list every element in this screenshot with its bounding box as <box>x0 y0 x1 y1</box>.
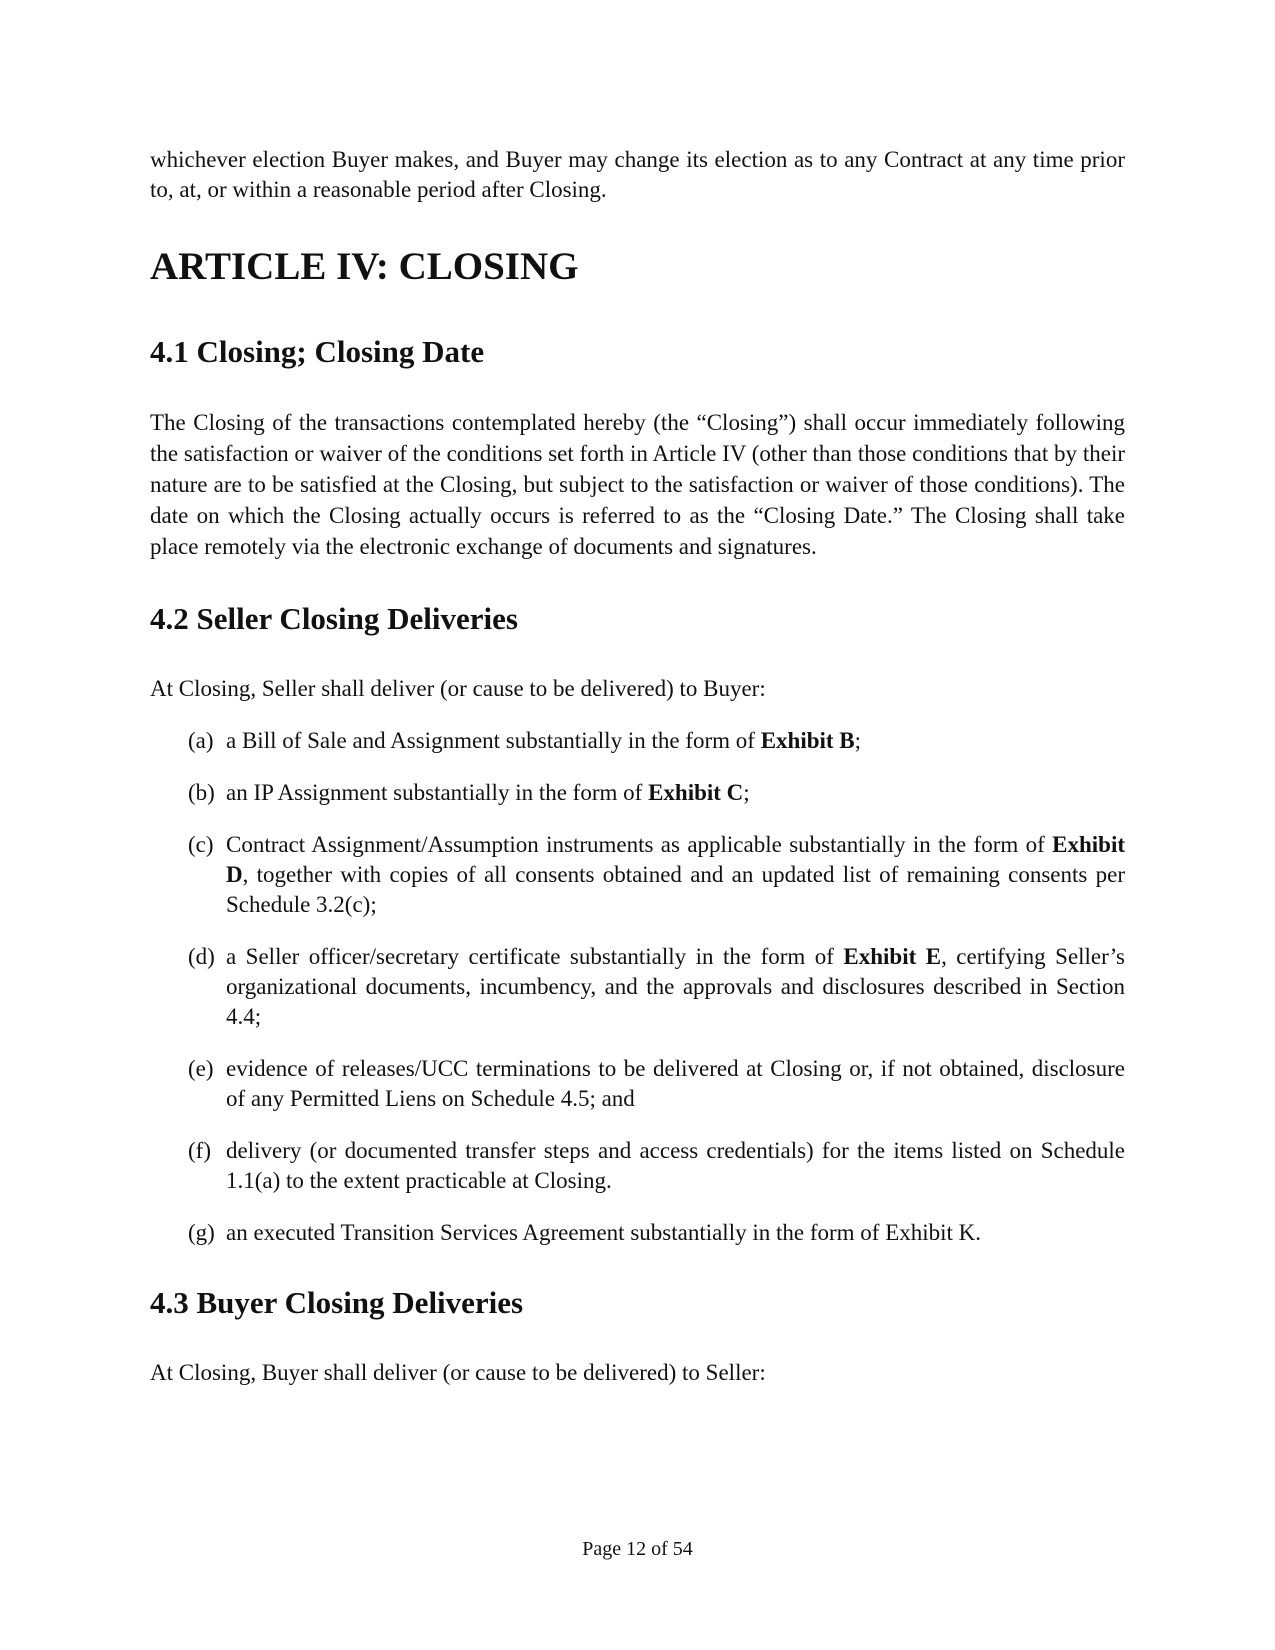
item-text: an executed Transition Services Agreement substantially in the form of Exhibit K. <box>226 1220 982 1245</box>
item-label: (d) <box>188 944 215 969</box>
item-label: (f) <box>188 1138 211 1163</box>
section-4-3-lead: At Closing, Buyer shall deliver (or cause to be delivered) to Seller: <box>150 1360 766 1385</box>
item-text: an IP Assignment substantially in the form of Exhibit C; <box>226 780 750 805</box>
item-label: (b) <box>188 780 215 805</box>
item-label: (e) <box>188 1056 214 1081</box>
exhibit-reference: Exhibit B <box>760 728 855 753</box>
list-item <box>188 942 1125 1032</box>
intro-paragraph: whichever election Buyer makes, and Buyer may change its election as to any Contract at any time prior to, at, or within a reasonable period after Closing. <box>150 147 1125 202</box>
list-item <box>188 1054 1125 1114</box>
section-4-2-heading: 4.2 Seller Closing Deliveries <box>150 601 518 636</box>
list-item <box>188 830 1125 920</box>
item-label: (c) <box>188 832 214 857</box>
item-text: a Bill of Sale and Assignment substantially in the form of Exhibit B; <box>226 728 862 753</box>
exhibit-reference: Exhibit C <box>648 780 744 805</box>
document-page <box>150 145 1125 1388</box>
section-4-2-lead: At Closing, Seller shall deliver (or cause to be delivered) to Buyer: <box>150 676 766 701</box>
section-4-3-heading: 4.3 Buyer Closing Deliveries <box>150 1285 524 1320</box>
item-text: evidence of releases/UCC terminations to be delivered at Closing or, if not obtained, disclosure of any Permitted Liens on Schedule 4.5; and <box>226 1056 1125 1111</box>
item-text: a Seller officer/secretary certificate substantially in the form of Exhibit E, certifying Seller’s organizational documents, incumbency, and the approvals and disclosures described in Section 4.4; <box>226 944 1125 1029</box>
section-4-1-heading: 4.1 Closing; Closing Date <box>150 334 485 369</box>
page-number: Page 12 of 54 <box>582 1538 693 1560</box>
section-4-1-body: The Closing of the transactions contemplated hereby (the “Closing”) shall occur immediately following the satisfaction or waiver of the conditions set forth in Article IV (other than those conditions that by their nature are to be satisfied at the Closing, but subject to the satisfaction or waiver of those conditions). The date on which the Closing actually occurs is referred to as the “Closing Date.” The Closing shall take place remotely via the electronic exchange of documents and signatures. <box>150 410 1125 559</box>
item-label: (a) <box>188 728 214 753</box>
exhibit-reference: Exhibit D <box>226 832 1125 887</box>
item-label: (g) <box>188 1220 215 1245</box>
list-item <box>188 1136 1125 1196</box>
seller-deliveries-list <box>150 726 1125 1248</box>
item-text: Contract Assignment/Assumption instruments as applicable substantially in the form of Exhibit D, together with copies of all consents obtained and an updated list of remaining consents per Schedule 3.2(c); <box>226 832 1125 917</box>
item-text: delivery (or documented transfer steps and access credentials) for the items listed on Schedule 1.1(a) to the extent practicable at Closing. <box>226 1138 1125 1193</box>
exhibit-reference: Exhibit E <box>843 944 942 969</box>
list-item <box>188 1218 1125 1248</box>
list-item <box>188 778 1125 808</box>
article-title: ARTICLE IV: CLOSING <box>150 245 579 288</box>
list-item <box>188 726 1125 756</box>
